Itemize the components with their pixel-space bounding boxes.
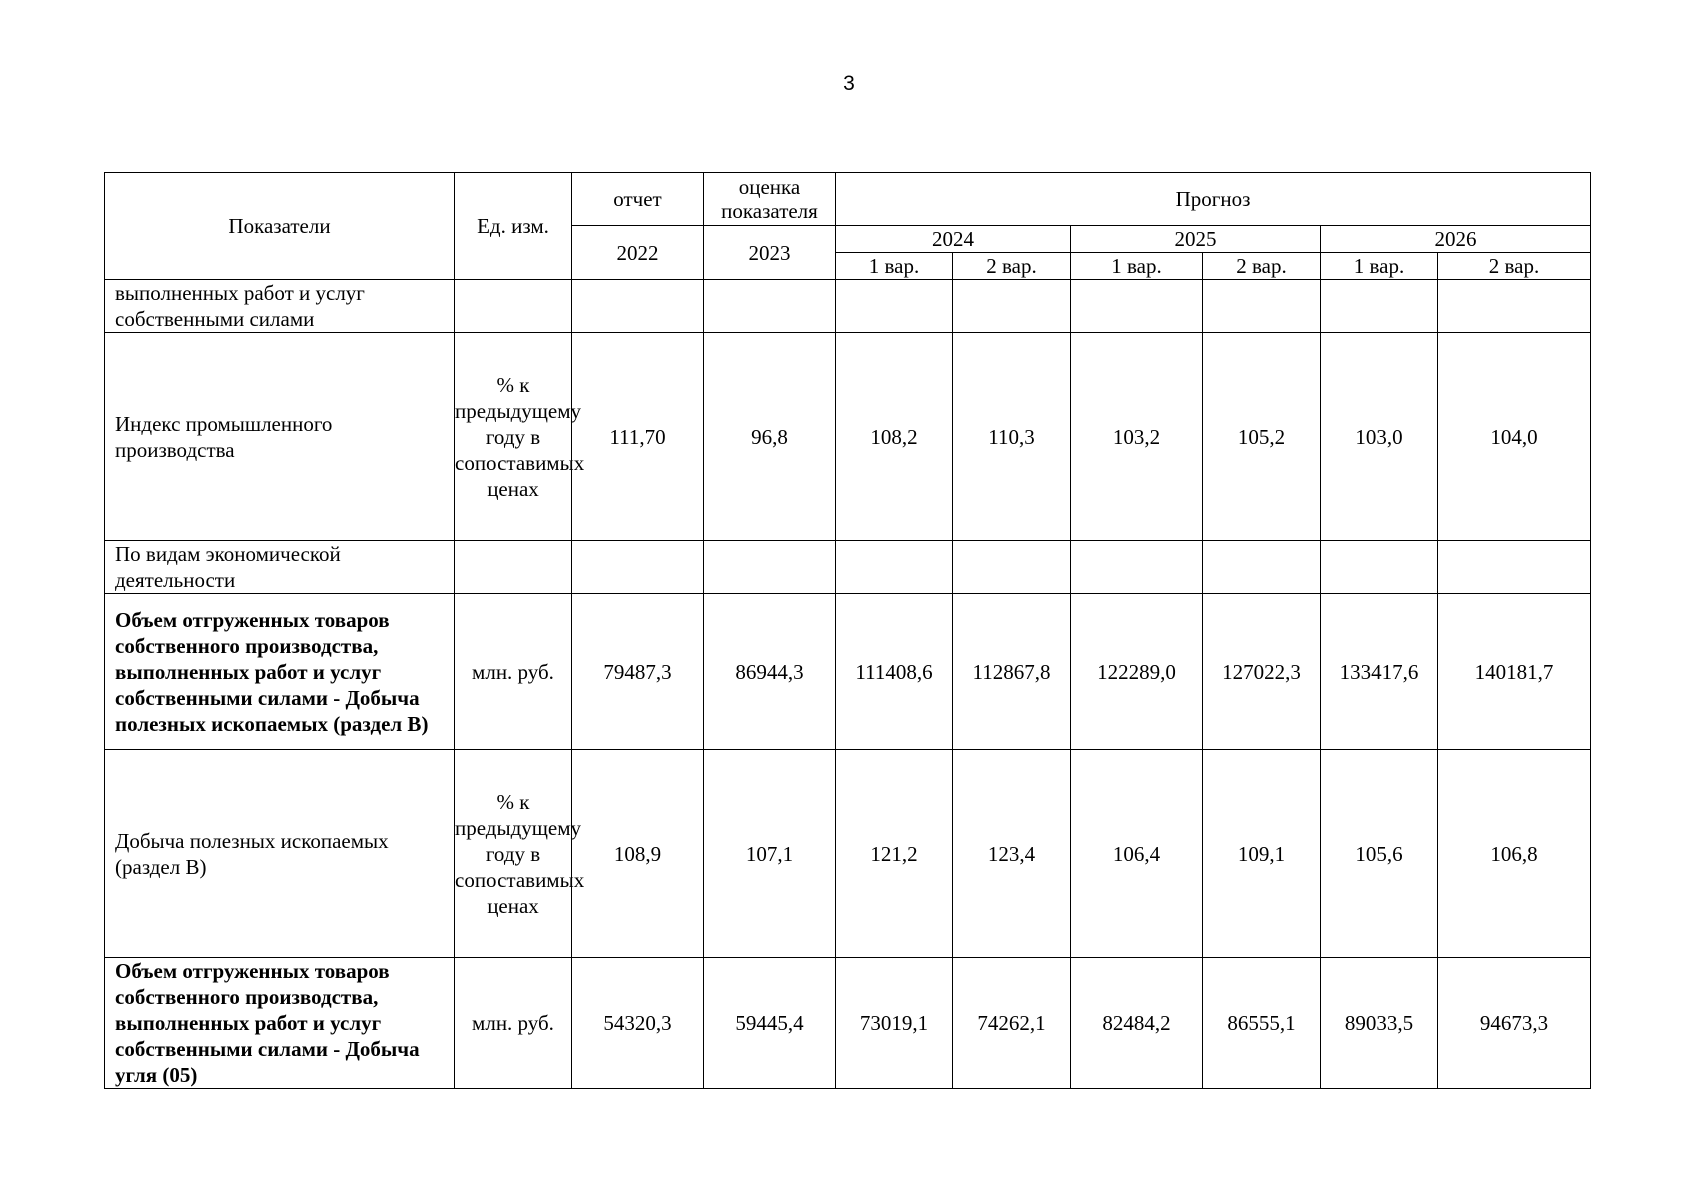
forecast-table [104,172,1591,1089]
table-row [105,594,1591,750]
value-cell: 122289,0 [1071,594,1203,750]
value-cell [836,541,953,594]
table-row [105,541,1591,594]
header-row-1 [105,173,1591,226]
header-forecast: Прогноз [836,173,1591,226]
header-2024-var1: 1 вар. [836,253,953,280]
table-row [105,280,1591,333]
value-cell: 133417,6 [1321,594,1438,750]
header-unit: Ед. изм. [455,173,572,280]
header-year-2023: 2023 [704,226,836,280]
header-2024-var2: 2 вар. [953,253,1071,280]
value-cell [1321,541,1438,594]
value-cell: 110,3 [953,333,1071,541]
row-unit: % к предыдущему году в сопоставимых ценах [455,333,572,541]
value-cell: 54320,3 [572,958,704,1089]
row-label: Объем отгруженных товаров собственного производства, выполненных работ и услуг собственными силами - Добыча угля (05) [105,958,455,1089]
row-label: Добыча полезных ископаемых (раздел B) [105,750,455,958]
value-cell: 94673,3 [1438,958,1591,1089]
value-cell: 112867,8 [953,594,1071,750]
value-cell: 103,0 [1321,333,1438,541]
header-year-2026: 2026 [1321,226,1591,253]
value-cell: 74262,1 [953,958,1071,1089]
value-cell: 127022,3 [1203,594,1321,750]
value-cell: 106,4 [1071,750,1203,958]
row-unit [455,280,572,333]
value-cell: 105,6 [1321,750,1438,958]
value-cell: 86555,1 [1203,958,1321,1089]
value-cell [704,280,836,333]
value-cell: 73019,1 [836,958,953,1089]
header-year-2022: 2022 [572,226,704,280]
header-2025-var1: 1 вар. [1071,253,1203,280]
row-unit [455,541,572,594]
table-row [105,750,1591,958]
row-unit: млн. руб. [455,958,572,1089]
page-number: 3 [843,72,855,95]
value-cell: 108,9 [572,750,704,958]
value-cell: 109,1 [1203,750,1321,958]
value-cell [836,280,953,333]
table-row [105,333,1591,541]
value-cell: 108,2 [836,333,953,541]
row-label: По видам экономической деятельности [105,541,455,594]
header-estimate: оценка показателя [704,173,836,226]
header-year-2025: 2025 [1071,226,1321,253]
value-cell [1438,541,1591,594]
value-cell: 106,8 [1438,750,1591,958]
header-year-2024: 2024 [836,226,1071,253]
value-cell [1203,541,1321,594]
row-unit: млн. руб. [455,594,572,750]
value-cell [953,541,1071,594]
value-cell [1438,280,1591,333]
value-cell [1071,280,1203,333]
header-indicators: Показатели [105,173,455,280]
header-report: отчет [572,173,704,226]
value-cell [572,280,704,333]
value-cell: 103,2 [1071,333,1203,541]
value-cell: 89033,5 [1321,958,1438,1089]
value-cell: 123,4 [953,750,1071,958]
value-cell: 86944,3 [704,594,836,750]
value-cell: 104,0 [1438,333,1591,541]
value-cell [953,280,1071,333]
header-2025-var2: 2 вар. [1203,253,1321,280]
value-cell: 59445,4 [704,958,836,1089]
row-label: Объем отгруженных товаров собственного производства, выполненных работ и услуг собственными силами - Добыча полезных ископаемых (раздел B) [105,594,455,750]
value-cell: 105,2 [1203,333,1321,541]
value-cell: 107,1 [704,750,836,958]
value-cell: 111,70 [572,333,704,541]
value-cell [572,541,704,594]
row-unit: % к предыдущему году в сопоставимых ценах [455,750,572,958]
value-cell [1203,280,1321,333]
header-2026-var2: 2 вар. [1438,253,1591,280]
value-cell: 121,2 [836,750,953,958]
value-cell: 140181,7 [1438,594,1591,750]
value-cell: 111408,6 [836,594,953,750]
row-label: выполненных работ и услуг собственными силами [105,280,455,333]
row-label: Индекс промышленного производства [105,333,455,541]
value-cell [704,541,836,594]
header-2026-var1: 1 вар. [1321,253,1438,280]
value-cell [1071,541,1203,594]
value-cell [1321,280,1438,333]
value-cell: 96,8 [704,333,836,541]
value-cell: 82484,2 [1071,958,1203,1089]
table-row [105,958,1591,1089]
value-cell: 79487,3 [572,594,704,750]
